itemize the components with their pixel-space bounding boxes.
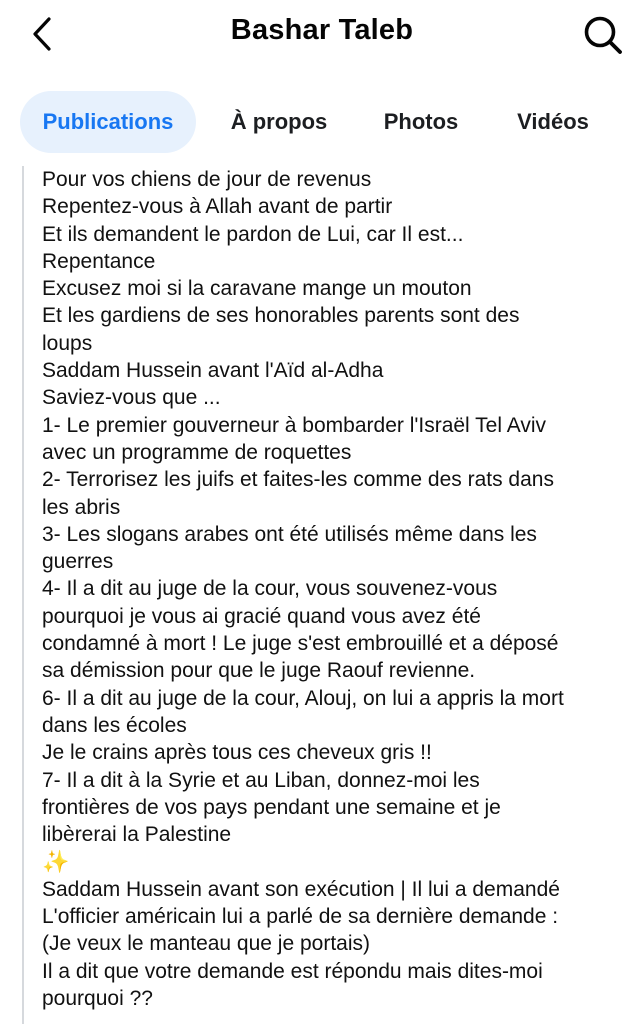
- post-text-line: 7- Il a dit à la Syrie et au Liban, donnez-moi les: [42, 768, 480, 792]
- post-text-line: 4- Il a dit au juge de la cour, vous souvenez-vous: [42, 577, 498, 601]
- post-text-line: Saddam Hussein avant l'Aïd al-Adha: [42, 359, 384, 383]
- post-text-line: pourquoi je vous ai gracié quand vous avez été: [42, 604, 481, 628]
- post-text-line: libèrerai la Palestine: [42, 823, 232, 847]
- post-text-line: Et les gardiens de ses honorables parents sont des: [42, 304, 520, 328]
- post-text-line: sa démission pour que le juge Raouf revienne.: [42, 659, 476, 683]
- post-content: [22, 166, 642, 1024]
- tab-videos[interactable]: Vidéos: [517, 109, 589, 134]
- post-text-line: Pour vos chiens de jour de revenus: [42, 168, 372, 191]
- post-text-line: Excusez moi si la caravane mange un mouton: [42, 277, 472, 301]
- post-text-line: Saddam Hussein avant son exécution | Il lui a demandé: [42, 877, 560, 901]
- post-text-line: 3- Les slogans arabes ont été utilisés même dans les: [42, 522, 537, 546]
- tab-photos[interactable]: Photos: [383, 109, 459, 134]
- page-title: Bashar Taleb: [230, 14, 414, 46]
- post-text: [42, 166, 638, 1012]
- post-text-line: Et ils demandent le pardon de Lui, car Il est...: [42, 222, 464, 246]
- post-text-line: Repentance: [42, 249, 156, 273]
- post-text-line: loups: [42, 331, 93, 355]
- tab-a-propos[interactable]: À propos: [230, 109, 328, 134]
- post-text-line: condamné à mort ! Le juge s'est embrouillé et a déposé: [42, 632, 559, 656]
- post-text-line: L'officier américain lui a parlé de sa dernière demande :: [42, 905, 559, 929]
- search-button[interactable]: [580, 12, 626, 58]
- profile-tabs: [0, 91, 644, 153]
- post-text-line: frontières de vos pays pendant une semaine et je: [42, 795, 501, 819]
- post-text-line: 1- Le premier gouverneur à bombarder l'Israël Tel Aviv: [42, 413, 546, 437]
- post-text-line: Repentez-vous à Allah avant de partir: [42, 195, 393, 219]
- post-text-line: 2- Terrorisez les juifs et faites-les comme des rats dans: [42, 468, 554, 492]
- tab-publications[interactable]: Publications: [20, 91, 196, 153]
- post-text-line: Il a dit que votre demande est répondu mais dites-moi: [42, 959, 543, 983]
- search-icon: [582, 14, 624, 56]
- post-text-line: (Je veux le manteau que je portais): [42, 932, 371, 956]
- post-text-line: ✨: [42, 849, 70, 875]
- post-text-line: Saviez-vous que ...: [42, 386, 221, 410]
- post-text-line: pourquoi ??: [42, 986, 153, 1010]
- post-divider: [22, 166, 24, 1024]
- post-text-line: 6- Il a dit au juge de la cour, Alouj, on lui a appris la mort: [42, 686, 564, 710]
- post-text-line: les abris: [42, 495, 121, 519]
- top-bar: [0, 0, 644, 76]
- post-text-line: dans les écoles: [42, 713, 187, 737]
- post-text-line: Je le crains après tous ces cheveux gris !!: [42, 741, 432, 765]
- post-text-line: guerres: [42, 550, 114, 574]
- post-text-line: avec un programme de roquettes: [42, 440, 352, 464]
